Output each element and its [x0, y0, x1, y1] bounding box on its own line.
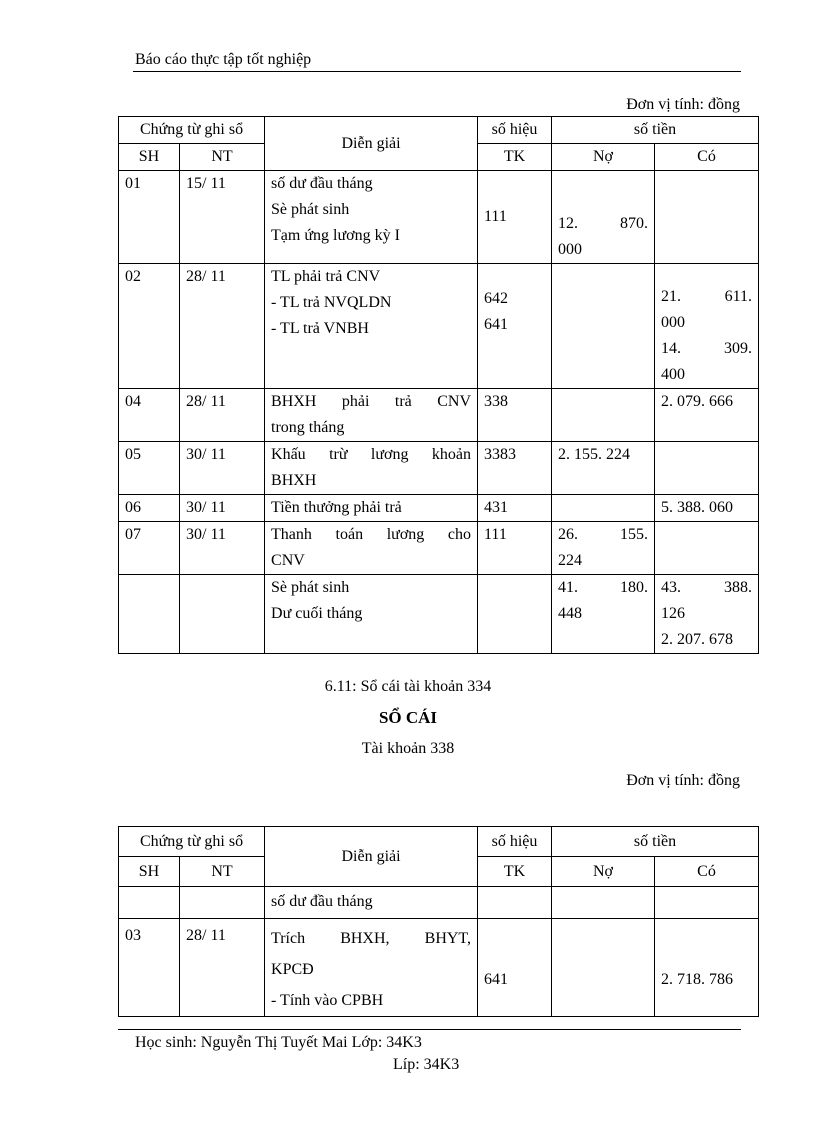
desc-line: Tạm ứng lương kỳ I: [271, 227, 400, 244]
ledger-table-2: [118, 826, 759, 1017]
desc-cell: [265, 442, 478, 495]
desc-line: Sè phát sinh: [271, 579, 350, 596]
table-row: [119, 522, 759, 575]
desc-line: Dư cuối tháng: [271, 605, 363, 622]
tk-cell: 3383: [478, 442, 552, 495]
nt-cell: [180, 887, 265, 919]
desc-cell: [265, 919, 478, 1017]
header-rule: [133, 71, 741, 72]
desc-line: Trích BHXH, BHYT,: [271, 930, 472, 947]
debit-cell: [552, 495, 655, 522]
page-header-title: Báo cáo thực tập tốt nghiệp: [135, 51, 312, 68]
description-header: Diễn giải: [265, 117, 478, 171]
desc-cell: [265, 264, 478, 389]
table-row: [119, 887, 759, 919]
amount-part: 126: [661, 605, 686, 622]
debit-cell: [552, 171, 655, 264]
desc-line: số dư đầu tháng: [271, 175, 373, 192]
nt-cell: 30/ 11: [180, 495, 265, 522]
table-row: [119, 442, 759, 495]
nt-cell: 30/ 11: [180, 522, 265, 575]
desc-cell: [265, 389, 478, 442]
tk-cell: 111: [478, 171, 552, 264]
account-header: số hiệu: [478, 827, 552, 857]
amount-part: 2. 207. 678: [661, 631, 734, 648]
amount-part: 309.: [724, 340, 753, 357]
footer-class: Líp: 34K3: [393, 1056, 460, 1073]
debit-cell: 2. 155. 224: [552, 442, 655, 495]
desc-line: Khấu trừ lương khoản: [271, 446, 472, 463]
desc-line: - TL trả VNBH: [271, 320, 369, 337]
sh-cell: 01: [119, 171, 180, 264]
desc-line: CNV: [271, 552, 305, 569]
table-row: [119, 919, 759, 1017]
tk-line: 642: [484, 290, 509, 307]
amount-part: 43.: [661, 579, 682, 596]
credit-cell: 2. 718. 786: [655, 919, 759, 1017]
credit-cell: [655, 171, 759, 264]
desc-line: - Tính vào CPBH: [271, 992, 384, 1009]
credit-header: Có: [655, 857, 759, 887]
debit-cell: [552, 919, 655, 1017]
table-row: [119, 389, 759, 442]
debit-cell: [552, 887, 655, 919]
account-title: Tài khoản 338: [361, 740, 455, 757]
amount-part: 21.: [661, 288, 682, 305]
credit-cell: [655, 887, 759, 919]
amount-part: 388.: [724, 579, 753, 596]
amount-header: số tiền: [552, 827, 759, 857]
desc-line: trong tháng: [271, 419, 345, 436]
tk-cell: 431: [478, 495, 552, 522]
sh-cell: 06: [119, 495, 180, 522]
debit-header: Nợ: [552, 144, 655, 171]
credit-header: Có: [655, 144, 759, 171]
table-row: [119, 495, 759, 522]
nt-cell: 30/ 11: [180, 442, 265, 495]
tk-header: TK: [478, 144, 552, 171]
sh-cell: 07: [119, 522, 180, 575]
nt-cell: 28/ 11: [180, 919, 265, 1017]
nt-cell: 15/ 11: [180, 171, 265, 264]
amount-part: 000: [558, 241, 583, 258]
table-row: [119, 171, 759, 264]
amount-part: 870.: [620, 215, 649, 232]
sh-cell: 03: [119, 919, 180, 1017]
amount-part: 14.: [661, 340, 682, 357]
debit-cell: [552, 522, 655, 575]
description-header: Diễn giải: [265, 827, 478, 887]
voucher-header: Chứng từ ghi sổ: [119, 117, 265, 144]
desc-line: - TL trả NVQLDN: [271, 294, 392, 311]
desc-line: Thanh toán lương cho: [271, 526, 472, 543]
sh-cell: [119, 887, 180, 919]
desc-cell: [265, 522, 478, 575]
table1-unit: Đơn vị tính: đồng: [626, 96, 740, 113]
credit-cell: [655, 575, 759, 654]
credit-cell: [655, 522, 759, 575]
desc-line: TL phải trả CNV: [271, 268, 381, 285]
tk-cell: [478, 887, 552, 919]
credit-cell: [655, 442, 759, 495]
amount-part: 155.: [620, 526, 649, 543]
sh-cell: 05: [119, 442, 180, 495]
desc-line: BHXH phải trả CNV: [271, 393, 472, 410]
nt-cell: 28/ 11: [180, 389, 265, 442]
tk-line: 641: [484, 316, 509, 333]
amount-part: 611.: [724, 288, 753, 305]
amount-part: 448: [558, 605, 583, 622]
tk-cell: [478, 264, 552, 389]
debit-cell: [552, 389, 655, 442]
sh-cell: 02: [119, 264, 180, 389]
sh-header: SH: [119, 857, 180, 887]
tk-cell: 641: [478, 919, 552, 1017]
desc-line: KPCĐ: [271, 961, 314, 978]
desc-cell: [265, 575, 478, 654]
footer-student: Học sinh: Nguyễn Thị Tuyết Mai Lớp: 34K3: [135, 1034, 422, 1051]
tk-cell: 338: [478, 389, 552, 442]
desc-line: BHXH: [271, 472, 317, 489]
tk-cell: [478, 575, 552, 654]
table-row: [119, 264, 759, 389]
amount-header: số tiền: [552, 117, 759, 144]
nt-header: NT: [180, 857, 265, 887]
sh-cell: 04: [119, 389, 180, 442]
ledger-title: SỔ CÁI: [378, 708, 438, 727]
ledger-table-1: [118, 116, 759, 654]
nt-cell: [180, 575, 265, 654]
table-row: [119, 575, 759, 654]
amount-part: 000: [661, 314, 686, 331]
credit-cell: 2. 079. 666: [655, 389, 759, 442]
amount-part: 400: [661, 366, 686, 383]
desc-cell: số dư đầu tháng: [265, 887, 478, 919]
tk-cell: 111: [478, 522, 552, 575]
tk-header: TK: [478, 857, 552, 887]
amount-part: 180.: [620, 579, 649, 596]
amount-part: 26.: [558, 526, 579, 543]
sh-header: SH: [119, 144, 180, 171]
nt-header: NT: [180, 144, 265, 171]
credit-cell: 5. 388. 060: [655, 495, 759, 522]
account-header: số hiệu: [478, 117, 552, 144]
debit-header: Nợ: [552, 857, 655, 887]
credit-cell: [655, 264, 759, 389]
footer-rule: [118, 1029, 741, 1030]
desc-line: Sè phát sinh: [271, 201, 350, 218]
amount-part: 12.: [558, 215, 579, 232]
amount-part: 41.: [558, 579, 579, 596]
nt-cell: 28/ 11: [180, 264, 265, 389]
section-caption: 6.11: Sổ cái tài khoản 334: [324, 678, 492, 695]
debit-cell: [552, 575, 655, 654]
sh-cell: [119, 575, 180, 654]
desc-cell: [265, 171, 478, 264]
voucher-header: Chứng từ ghi sổ: [119, 827, 265, 857]
table2-unit: Đơn vị tính: đồng: [626, 772, 740, 789]
desc-cell: Tiền thưởng phải trả: [265, 495, 478, 522]
debit-cell: [552, 264, 655, 389]
amount-part: 224: [558, 552, 583, 569]
